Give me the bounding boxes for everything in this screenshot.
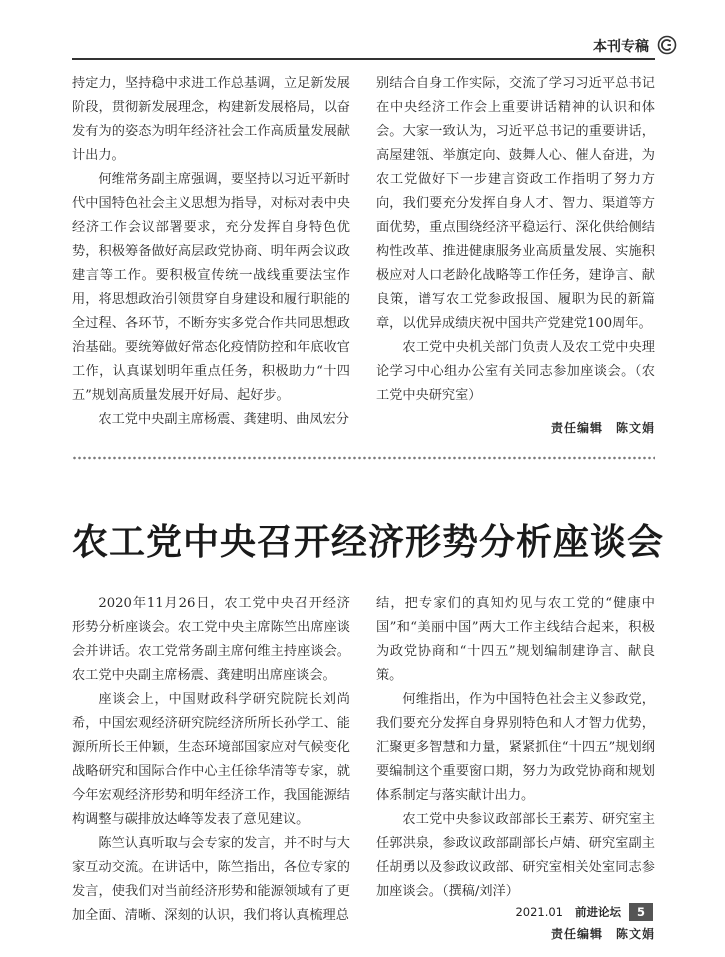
issue-number: 2021.01	[515, 905, 563, 919]
page-footer	[515, 903, 653, 921]
paragraph: 陈竺认真听取与会专家的发言，并不时与大家互动交流。在讲话中，陈竺指出，各位专家的发言，使我们对当前经济形势和能源领域有了更加全面、清晰、深刻的认识，我们将认真梳理总	[72, 836, 350, 923]
paragraph: 2020年11月26日，农工党中央召开经济形势分析座谈会。农工党中央主席陈竺出席座谈会并讲话。农工党常务副主席何维主持座谈会。农工党中央副主席杨震、龚建明出席座谈会。	[72, 596, 350, 683]
paragraph: 持定力，坚持稳中求进工作总基调，立足新发展阶段，贯彻新发展理念，构建新发展格局，以奋发有为的姿态为明年经济社会工作高质量发展献计出力。	[72, 76, 350, 163]
section-label: 本刊专稿	[593, 39, 649, 55]
header-rule	[72, 58, 655, 60]
top-article-left-column	[72, 72, 350, 432]
article-title: 农工党中央召开经济形势分析座谈会	[72, 522, 665, 563]
paragraph: 何维指出，作为中国特色社会主义参政党，我们要充分发挥自身界别特色和人才智力优势，汇聚更多智慧和力量，紧紧抓住“十四五”规划纲要编制这个重要窗口期，努力为政党协商和规划体系制定与落实献计出力。	[376, 692, 655, 803]
paragraph: 结，把专家们的真知灼见与农工党的“健康中国”和“美丽中国”两大工作主线结合起来，积极为政党协商和“十四五”规划编制建诤言、献良策。	[376, 596, 655, 683]
circle-arrow-icon	[657, 35, 677, 55]
editor-credit: 责任编辑 陈文娟	[550, 927, 655, 941]
dotted-divider	[72, 455, 655, 461]
paragraph: 座谈会上，中国财政科学研究院院长刘尚希，中国宏观经济研究院经济所所长孙学工、能源所所长王仲颖，生态环境部国家应对气候变化战略研究和国际合作中心主任徐华清等专家，就今年宏观经济形势和明年经济工作，我国能源结构调整与碳排放达峰等发表了意见建议。	[72, 692, 350, 827]
article-right-column	[376, 592, 655, 946]
editor-credit: 责任编辑 陈文娟	[550, 421, 655, 435]
top-article-right-column	[376, 72, 655, 440]
article-left-column	[72, 592, 350, 928]
magazine-name: 前进论坛	[575, 905, 621, 919]
paragraph: 农工党中央副主席杨震、龚建明、曲凤宏分	[98, 412, 349, 427]
paragraph: 别结合自身工作实际，交流了学习习近平总书记在中央经济工作会上重要讲话精神的认识和体会。大家一致认为，习近平总书记的重要讲话，高屋建瓴、举旗定向、鼓舞人心、催人奋进，为农工党做好下一步建言资政工作指明了努力方向，我们要充分发挥自身人才、智力、渠道等方面优势，重点围绕经济平稳运行、深化供给侧结构性改革、推进健康服务业高质量发展、实施积极应对人口老龄化战略等工作任务，建诤言、献良策，谱写农工党参政报国、履职为民的新篇章，以优异成绩庆祝中国共产党建党100周年。	[376, 76, 655, 331]
paragraph: 何维常务副主席强调，要坚持以习近平新时代中国特色社会主义思想为指导，对标对表中央经济工作会议部署要求，充分发挥自身特色优势，积极筹备做好高层政党协商、明年两会议政建言等工作。要积极宣传统一战线重要法宝作用，将思想政治引领贯穿自身建设和履行职能的全过程、各环节，不断夯实多党合作共同思想政治基础。要统筹做好常态化疫情防控和年底收官工作，认真谋划明年重点任务，积极助力“十四五”规划高质量发展开好局、起好步。	[72, 172, 350, 403]
paragraph: 农工党中央机关部门负责人及农工党中央理论学习中心组办公室有关同志参加座谈会。（农工党中央研究室）	[376, 340, 655, 403]
paragraph: 农工党中央参议政部部长王素芳、研究室主任郭洪泉，参政议政部副部长卢婧、研究室副主任胡勇以及参政议政部、研究室相关处室同志参加座谈会。（撰稿/刘洋）	[376, 812, 655, 899]
page-number: 5	[629, 903, 653, 921]
